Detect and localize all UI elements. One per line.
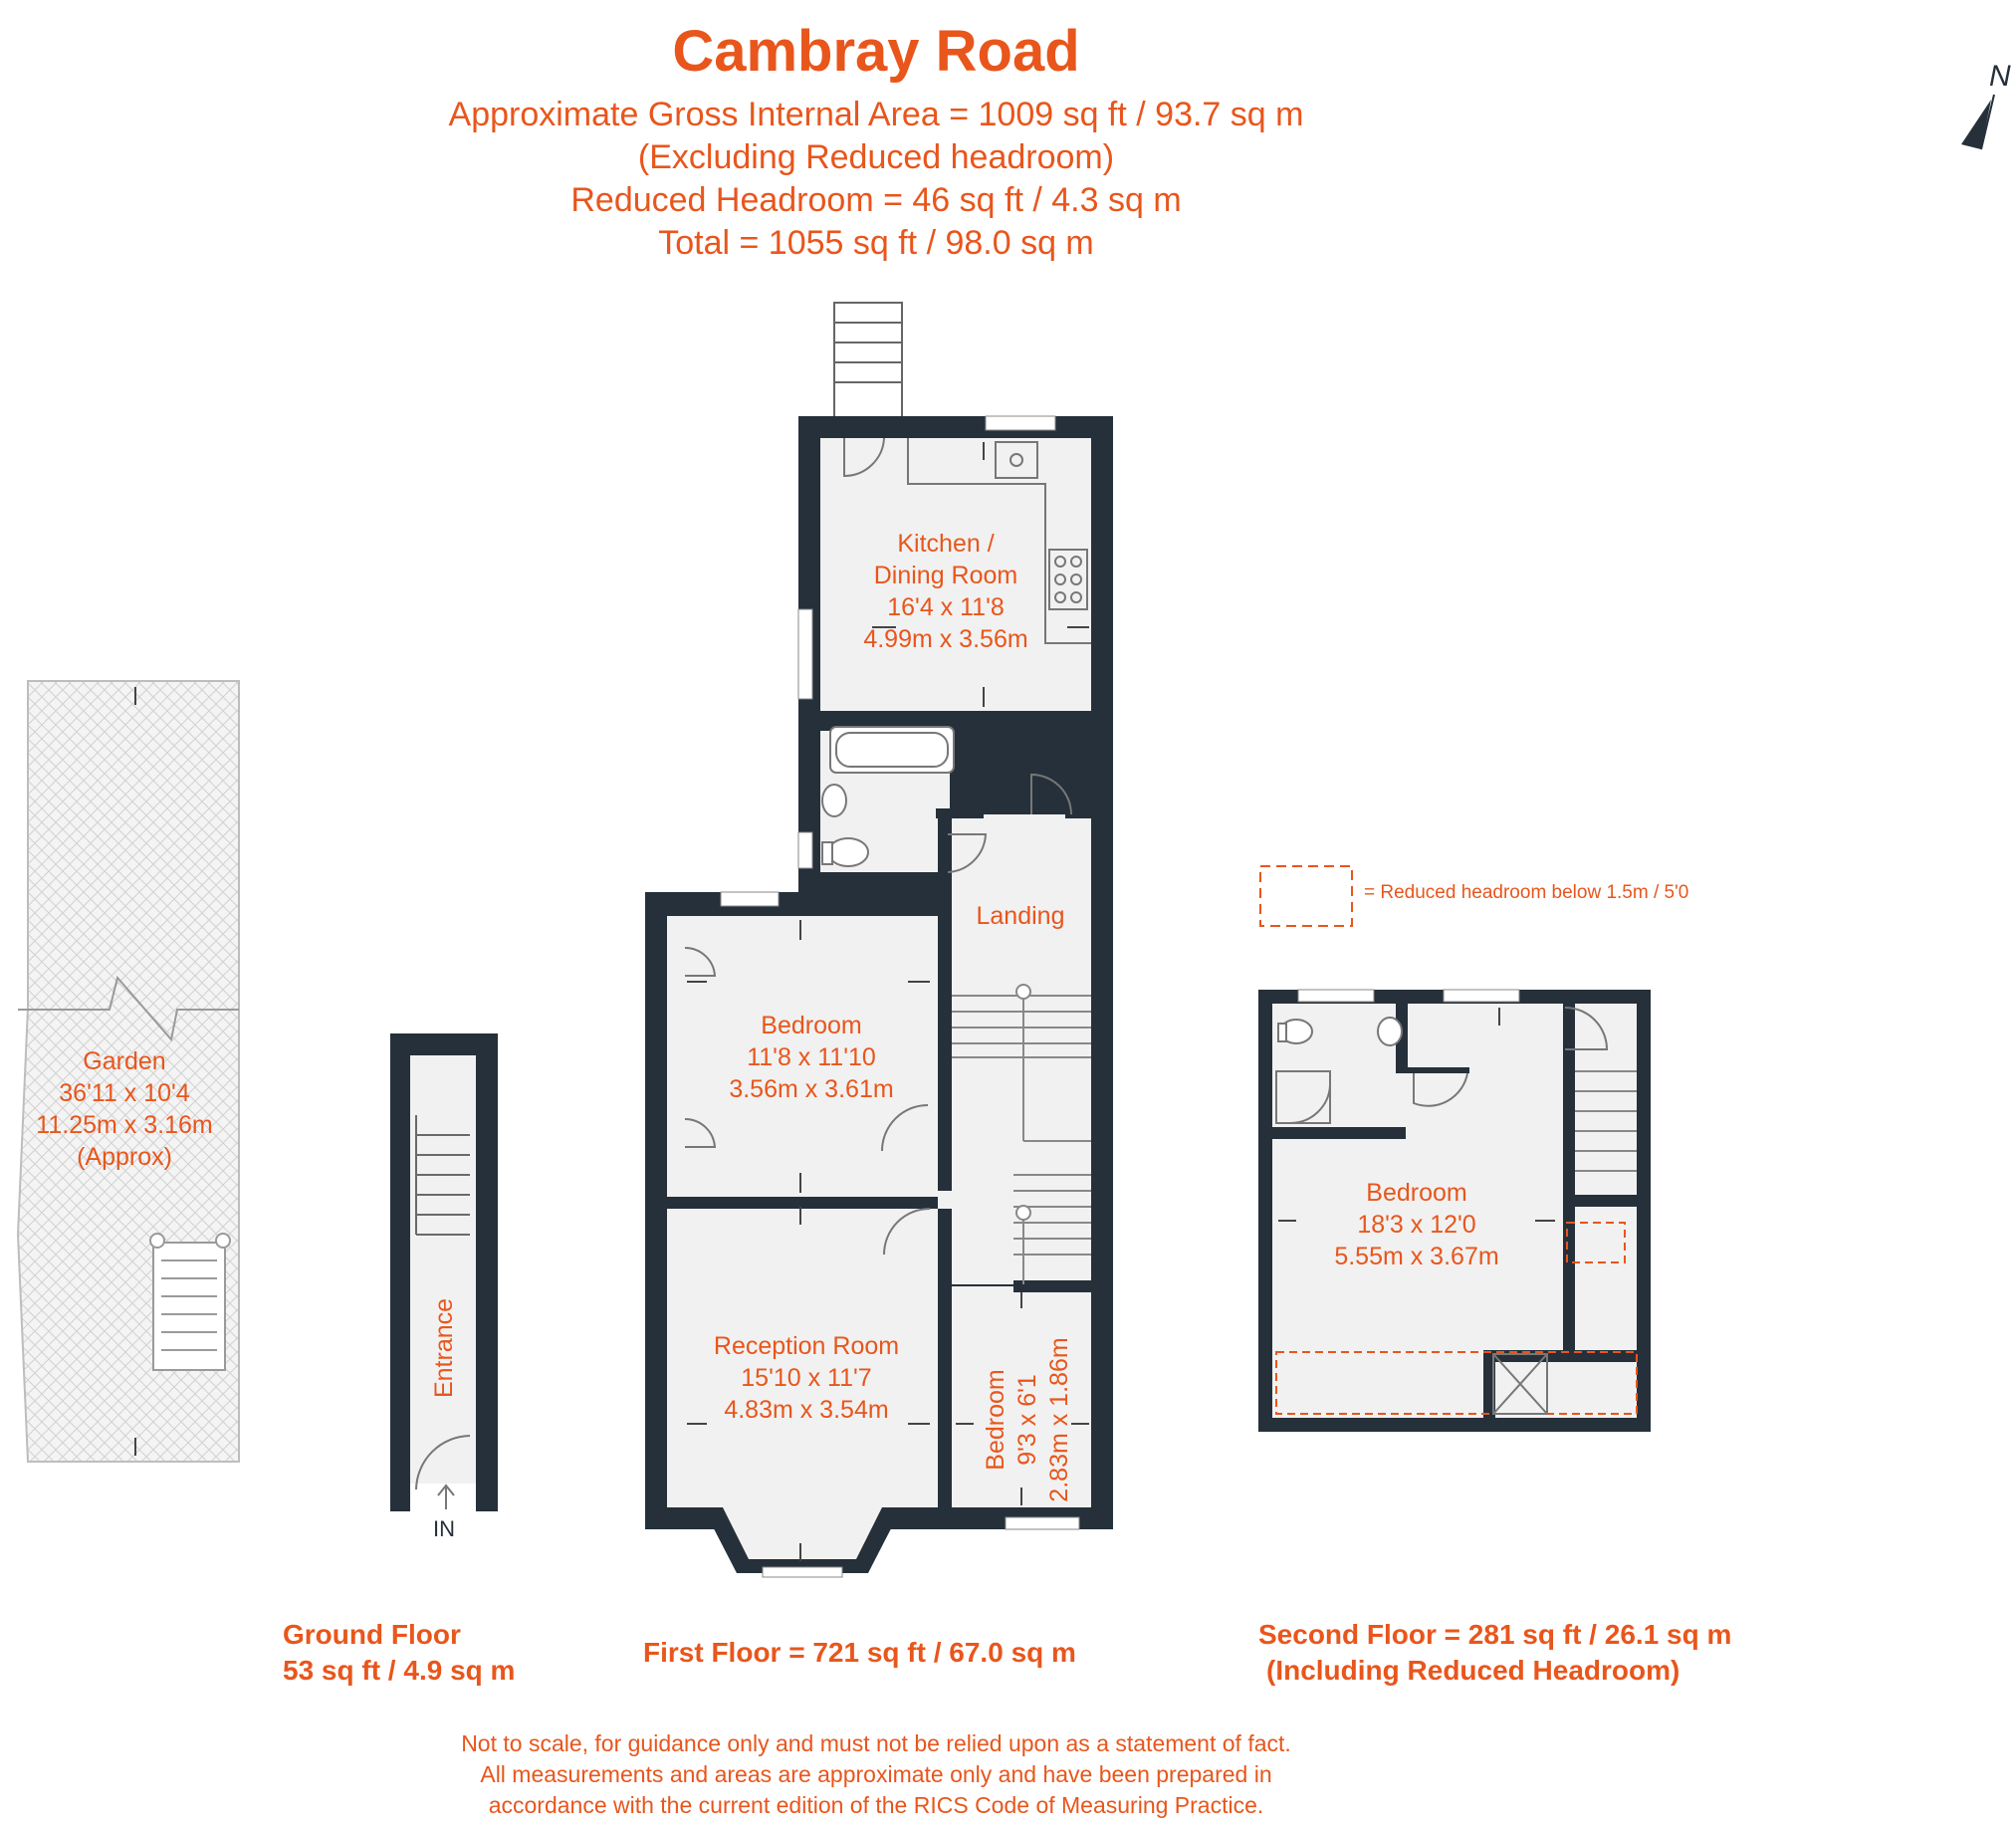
disclaimer-line-2: All measurements and areas are approximate only and have been prepared in bbox=[480, 1761, 1272, 1787]
bedroom-2-name: Bedroom bbox=[1366, 1179, 1467, 1207]
small-bedroom-name: Bedroom bbox=[982, 1369, 1009, 1471]
kitchen-name-1: Kitchen / bbox=[897, 530, 995, 558]
disclaimer-line-1: Not to scale, for guidance only and must not be relied upon as a statement of fact. bbox=[461, 1730, 1291, 1756]
bedroom-2-metric: 5.55m x 3.67m bbox=[1334, 1243, 1499, 1270]
bedroom-1-label bbox=[697, 1010, 926, 1105]
rear-steps bbox=[834, 303, 902, 422]
bedroom-2-imperial: 18'3 x 12'0 bbox=[1357, 1211, 1476, 1239]
total-area-line: Total = 1055 sq ft / 98.0 sq m bbox=[658, 224, 1094, 262]
small-bedroom-metric: 2.83m x 1.86m bbox=[1045, 1337, 1073, 1502]
second-floor-title: Second Floor = 281 sq ft / 26.1 sq m bbox=[1258, 1619, 1732, 1650]
legend-text: = Reduced headroom below 1.5m / 5'0 bbox=[1364, 882, 1689, 903]
ground-floor-title: Ground Floor bbox=[283, 1619, 461, 1650]
small-bedroom-imperial: 9'3 x 6'1 bbox=[1013, 1374, 1041, 1466]
ground-floor-label bbox=[283, 1617, 515, 1689]
garden-name: Garden bbox=[83, 1047, 166, 1075]
ground-floor-area: 53 sq ft / 4.9 sq m bbox=[283, 1655, 516, 1686]
reception-metric: 4.83m x 3.54m bbox=[724, 1396, 889, 1424]
reception-imperial: 15'10 x 11'7 bbox=[741, 1364, 872, 1392]
reception-label bbox=[687, 1330, 926, 1426]
compass-north-label: N bbox=[1989, 60, 2011, 93]
entrance-label: Entrance bbox=[430, 1297, 458, 1399]
kitchen-name-2: Dining Room bbox=[873, 562, 1018, 589]
garden-label bbox=[20, 1045, 229, 1173]
second-floor-note: (Including Reduced Headroom) bbox=[1266, 1655, 1680, 1686]
bay-window bbox=[703, 1507, 902, 1577]
kitchen-label bbox=[836, 528, 1055, 655]
bedroom-1-metric: 3.56m x 3.61m bbox=[729, 1075, 894, 1103]
disclaimer-line-3: accordance with the current edition of the RICS Code of Measuring Practice. bbox=[488, 1792, 1264, 1818]
garden-metric: 11.25m x 3.16m bbox=[36, 1111, 213, 1139]
bedroom-1-name: Bedroom bbox=[761, 1012, 862, 1039]
legend-swatch bbox=[1260, 866, 1352, 926]
kitchen-imperial: 16'4 x 11'8 bbox=[887, 593, 1005, 621]
entrance-walls bbox=[390, 1033, 498, 1511]
kitchen-metric: 4.99m x 3.56m bbox=[863, 625, 1028, 653]
landing-label: Landing bbox=[976, 902, 1065, 930]
gross-area-line: Approximate Gross Internal Area = 1009 sq ft / 93.7 sq m bbox=[448, 96, 1304, 133]
small-bedroom-label bbox=[980, 1310, 1075, 1529]
bedroom-2-label bbox=[1302, 1177, 1531, 1272]
garden-approx-note: (Approx) bbox=[77, 1143, 172, 1171]
compass-icon bbox=[1961, 95, 1994, 149]
excluding-note: (Excluding Reduced headroom) bbox=[637, 138, 1115, 176]
reduced-headroom-line: Reduced Headroom = 46 sq ft / 4.3 sq m bbox=[570, 181, 1182, 219]
garden-imperial: 36'11 x 10'4 bbox=[59, 1079, 190, 1107]
plan-title: Cambray Road bbox=[672, 19, 1080, 84]
bedroom-1-imperial: 11'8 x 11'10 bbox=[747, 1043, 876, 1071]
first-floor-label: First Floor = 721 sq ft / 67.0 sq m bbox=[643, 1637, 1076, 1668]
second-floor-label bbox=[1258, 1617, 1731, 1689]
entrance-in-label: IN bbox=[433, 1516, 455, 1541]
reception-name: Reception Room bbox=[713, 1332, 900, 1360]
